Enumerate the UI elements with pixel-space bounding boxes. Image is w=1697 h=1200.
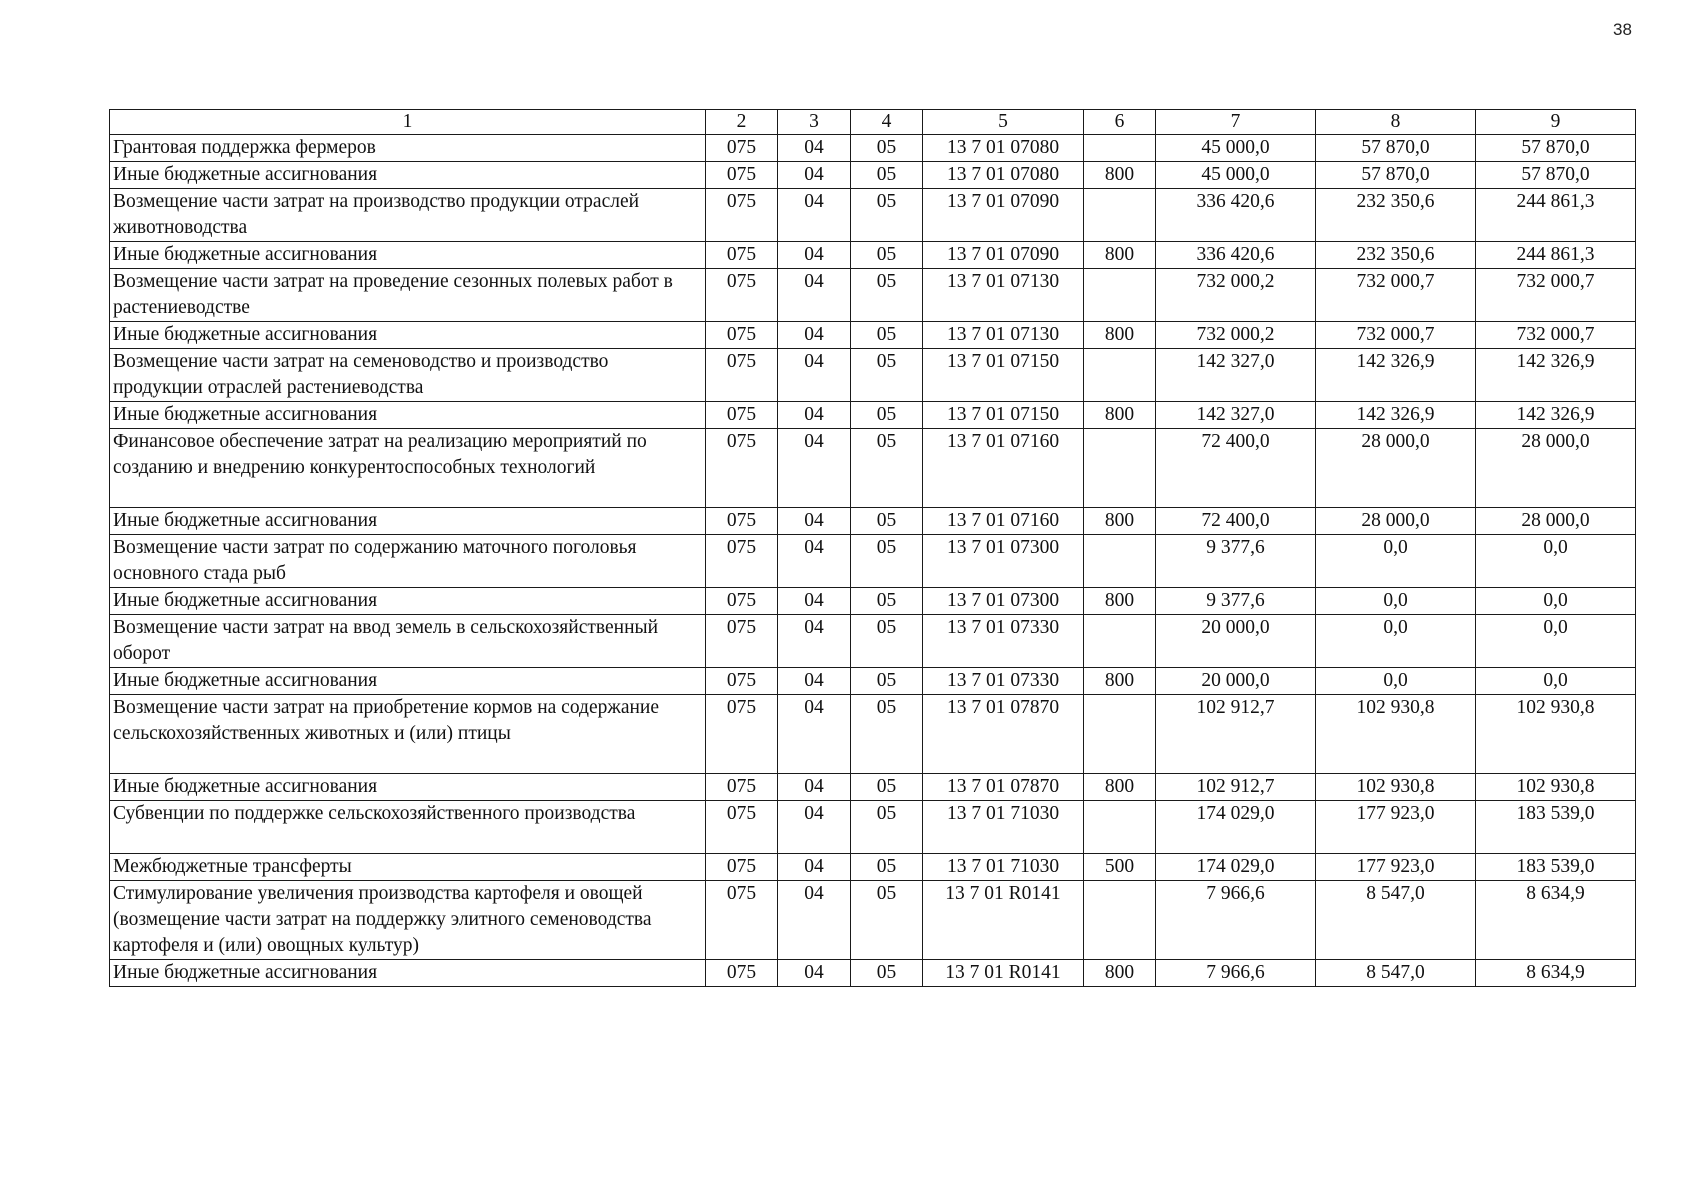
- amount-col8-cell: 0,0: [1316, 668, 1476, 695]
- amount-col7-cell: 174 029,0: [1156, 801, 1316, 854]
- target-article-cell: 13 7 01 07300: [923, 535, 1084, 588]
- section-code-cell: 04: [778, 588, 851, 615]
- amount-col9-cell: 8 634,9: [1476, 960, 1636, 987]
- expense-type-cell: [1084, 269, 1156, 322]
- row-name-cell: Возмещение части затрат на производство продукции отраслей животноводства: [110, 189, 706, 242]
- section-code-cell: 04: [778, 135, 851, 162]
- subsection-code-cell: 05: [851, 960, 923, 987]
- amount-col9-cell: 8 634,9: [1476, 881, 1636, 960]
- subsection-code-cell: 05: [851, 269, 923, 322]
- table-row: [110, 162, 1636, 189]
- expense-type-cell: [1084, 349, 1156, 402]
- table-row: [110, 881, 1636, 960]
- amount-col8-cell: 177 923,0: [1316, 854, 1476, 881]
- row-name-cell: Субвенции по поддержке сельскохозяйственного производства: [110, 801, 706, 854]
- amount-col9-cell: 28 000,0: [1476, 508, 1636, 535]
- amount-col7-cell: 72 400,0: [1156, 508, 1316, 535]
- amount-col9-cell: 102 930,8: [1476, 774, 1636, 801]
- amount-col8-cell: 0,0: [1316, 588, 1476, 615]
- row-name-cell: Иные бюджетные ассигнования: [110, 402, 706, 429]
- section-code-cell: 04: [778, 535, 851, 588]
- amount-col7-cell: 102 912,7: [1156, 695, 1316, 774]
- amount-col7-cell: 336 420,6: [1156, 189, 1316, 242]
- target-article-cell: 13 7 01 07080: [923, 135, 1084, 162]
- row-name-cell: Грантовая поддержка фермеров: [110, 135, 706, 162]
- subsection-code-cell: 05: [851, 801, 923, 854]
- ministry-code-cell: 075: [706, 429, 778, 508]
- table-row: [110, 269, 1636, 322]
- row-name-cell: Иные бюджетные ассигнования: [110, 242, 706, 269]
- amount-col9-cell: 0,0: [1476, 615, 1636, 668]
- expense-type-cell: 800: [1084, 960, 1156, 987]
- amount-col7-cell: 142 327,0: [1156, 402, 1316, 429]
- expense-type-cell: [1084, 535, 1156, 588]
- target-article-cell: 13 7 01 07300: [923, 588, 1084, 615]
- ministry-code-cell: 075: [706, 801, 778, 854]
- target-article-cell: 13 7 01 07090: [923, 189, 1084, 242]
- amount-col8-cell: 57 870,0: [1316, 162, 1476, 189]
- table-row: [110, 508, 1636, 535]
- header-cell: 5: [923, 110, 1084, 135]
- expense-type-cell: 800: [1084, 508, 1156, 535]
- table-row: [110, 801, 1636, 854]
- section-code-cell: 04: [778, 508, 851, 535]
- ministry-code-cell: 075: [706, 269, 778, 322]
- subsection-code-cell: 05: [851, 881, 923, 960]
- amount-col7-cell: 7 966,6: [1156, 881, 1316, 960]
- amount-col8-cell: 142 326,9: [1316, 402, 1476, 429]
- section-code-cell: 04: [778, 269, 851, 322]
- budget-table: [109, 109, 1636, 987]
- section-code-cell: 04: [778, 349, 851, 402]
- section-code-cell: 04: [778, 881, 851, 960]
- amount-col9-cell: 732 000,7: [1476, 322, 1636, 349]
- row-name-cell: Стимулирование увеличения производства картофеля и овощей (возмещение части затрат на поддержку элитного семеноводства картофеля и (или) овощных культур): [110, 881, 706, 960]
- table-row: [110, 189, 1636, 242]
- target-article-cell: 13 7 01 R0141: [923, 960, 1084, 987]
- subsection-code-cell: 05: [851, 402, 923, 429]
- amount-col8-cell: 8 547,0: [1316, 881, 1476, 960]
- section-code-cell: 04: [778, 402, 851, 429]
- section-code-cell: 04: [778, 695, 851, 774]
- header-cell: 6: [1084, 110, 1156, 135]
- header-cell: 2: [706, 110, 778, 135]
- amount-col7-cell: 7 966,6: [1156, 960, 1316, 987]
- header-cell: 4: [851, 110, 923, 135]
- target-article-cell: 13 7 01 71030: [923, 801, 1084, 854]
- table-row: [110, 535, 1636, 588]
- target-article-cell: 13 7 01 07090: [923, 242, 1084, 269]
- amount-col8-cell: 0,0: [1316, 615, 1476, 668]
- amount-col8-cell: 8 547,0: [1316, 960, 1476, 987]
- subsection-code-cell: 05: [851, 695, 923, 774]
- ministry-code-cell: 075: [706, 402, 778, 429]
- amount-col8-cell: 28 000,0: [1316, 508, 1476, 535]
- ministry-code-cell: 075: [706, 162, 778, 189]
- table-row: [110, 349, 1636, 402]
- subsection-code-cell: 05: [851, 535, 923, 588]
- amount-col7-cell: 174 029,0: [1156, 854, 1316, 881]
- amount-col8-cell: 232 350,6: [1316, 242, 1476, 269]
- expense-type-cell: [1084, 189, 1156, 242]
- expense-type-cell: 800: [1084, 162, 1156, 189]
- subsection-code-cell: 05: [851, 588, 923, 615]
- table-row: [110, 774, 1636, 801]
- table-row: [110, 615, 1636, 668]
- subsection-code-cell: 05: [851, 429, 923, 508]
- row-name-cell: Возмещение части затрат на проведение сезонных полевых работ в растениеводстве: [110, 269, 706, 322]
- table-row: [110, 668, 1636, 695]
- row-name-cell: Иные бюджетные ассигнования: [110, 322, 706, 349]
- amount-col9-cell: 57 870,0: [1476, 135, 1636, 162]
- amount-col7-cell: 9 377,6: [1156, 535, 1316, 588]
- expense-type-cell: [1084, 429, 1156, 508]
- target-article-cell: 13 7 01 07330: [923, 615, 1084, 668]
- amount-col7-cell: 336 420,6: [1156, 242, 1316, 269]
- ministry-code-cell: 075: [706, 349, 778, 402]
- section-code-cell: 04: [778, 668, 851, 695]
- row-name-cell: Возмещение части затрат на приобретение кормов на содержание сельскохозяйственных животных и (или) птицы: [110, 695, 706, 774]
- amount-col9-cell: 0,0: [1476, 535, 1636, 588]
- amount-col9-cell: 183 539,0: [1476, 854, 1636, 881]
- amount-col8-cell: 102 930,8: [1316, 695, 1476, 774]
- expense-type-cell: [1084, 695, 1156, 774]
- subsection-code-cell: 05: [851, 854, 923, 881]
- amount-col9-cell: 102 930,8: [1476, 695, 1636, 774]
- amount-col7-cell: 45 000,0: [1156, 135, 1316, 162]
- ministry-code-cell: 075: [706, 774, 778, 801]
- amount-col8-cell: 732 000,7: [1316, 322, 1476, 349]
- table-row: [110, 429, 1636, 508]
- amount-col9-cell: 142 326,9: [1476, 402, 1636, 429]
- target-article-cell: 13 7 01 07870: [923, 774, 1084, 801]
- ministry-code-cell: 075: [706, 615, 778, 668]
- ministry-code-cell: 075: [706, 322, 778, 349]
- amount-col8-cell: 102 930,8: [1316, 774, 1476, 801]
- row-name-cell: Возмещение части затрат на семеноводство и производство продукции отраслей растениеводства: [110, 349, 706, 402]
- section-code-cell: 04: [778, 429, 851, 508]
- page-number: 38: [1613, 20, 1632, 39]
- expense-type-cell: [1084, 801, 1156, 854]
- table-row: [110, 135, 1636, 162]
- row-name-cell: Иные бюджетные ассигнования: [110, 960, 706, 987]
- target-article-cell: 13 7 01 07870: [923, 695, 1084, 774]
- section-code-cell: 04: [778, 615, 851, 668]
- target-article-cell: 13 7 01 71030: [923, 854, 1084, 881]
- target-article-cell: 13 7 01 07330: [923, 668, 1084, 695]
- ministry-code-cell: 075: [706, 135, 778, 162]
- ministry-code-cell: 075: [706, 695, 778, 774]
- amount-col9-cell: 244 861,3: [1476, 189, 1636, 242]
- table-row: [110, 402, 1636, 429]
- amount-col9-cell: 0,0: [1476, 668, 1636, 695]
- section-code-cell: 04: [778, 774, 851, 801]
- row-name-cell: Возмещение части затрат по содержанию маточного поголовья основного стада рыб: [110, 535, 706, 588]
- expense-type-cell: [1084, 881, 1156, 960]
- amount-col7-cell: 20 000,0: [1156, 668, 1316, 695]
- section-code-cell: 04: [778, 189, 851, 242]
- table-body: [110, 135, 1636, 987]
- amount-col8-cell: 0,0: [1316, 535, 1476, 588]
- amount-col9-cell: 732 000,7: [1476, 269, 1636, 322]
- subsection-code-cell: 05: [851, 349, 923, 402]
- ministry-code-cell: 075: [706, 242, 778, 269]
- subsection-code-cell: 05: [851, 774, 923, 801]
- subsection-code-cell: 05: [851, 615, 923, 668]
- table-row: [110, 588, 1636, 615]
- row-name-cell: Иные бюджетные ассигнования: [110, 508, 706, 535]
- table-row: [110, 854, 1636, 881]
- section-code-cell: 04: [778, 242, 851, 269]
- amount-col8-cell: 28 000,0: [1316, 429, 1476, 508]
- subsection-code-cell: 05: [851, 242, 923, 269]
- amount-col9-cell: 183 539,0: [1476, 801, 1636, 854]
- ministry-code-cell: 075: [706, 508, 778, 535]
- ministry-code-cell: 075: [706, 535, 778, 588]
- section-code-cell: 04: [778, 960, 851, 987]
- amount-col9-cell: 142 326,9: [1476, 349, 1636, 402]
- target-article-cell: 13 7 01 07150: [923, 349, 1084, 402]
- header-cell: 3: [778, 110, 851, 135]
- subsection-code-cell: 05: [851, 508, 923, 535]
- ministry-code-cell: 075: [706, 189, 778, 242]
- ministry-code-cell: 075: [706, 881, 778, 960]
- row-name-cell: Финансовое обеспечение затрат на реализацию мероприятий по созданию и внедрению конкурентоспособных технологий: [110, 429, 706, 508]
- expense-type-cell: 800: [1084, 588, 1156, 615]
- section-code-cell: 04: [778, 801, 851, 854]
- amount-col7-cell: 732 000,2: [1156, 322, 1316, 349]
- table-header-row: [110, 110, 1636, 135]
- subsection-code-cell: 05: [851, 135, 923, 162]
- section-code-cell: 04: [778, 854, 851, 881]
- target-article-cell: 13 7 01 07080: [923, 162, 1084, 189]
- amount-col8-cell: 142 326,9: [1316, 349, 1476, 402]
- header-cell: 7: [1156, 110, 1316, 135]
- amount-col9-cell: 28 000,0: [1476, 429, 1636, 508]
- subsection-code-cell: 05: [851, 322, 923, 349]
- target-article-cell: 13 7 01 07160: [923, 429, 1084, 508]
- amount-col7-cell: 9 377,6: [1156, 588, 1316, 615]
- amount-col7-cell: 102 912,7: [1156, 774, 1316, 801]
- target-article-cell: 13 7 01 07150: [923, 402, 1084, 429]
- row-name-cell: Иные бюджетные ассигнования: [110, 588, 706, 615]
- subsection-code-cell: 05: [851, 668, 923, 695]
- amount-col7-cell: 45 000,0: [1156, 162, 1316, 189]
- ministry-code-cell: 075: [706, 588, 778, 615]
- expense-type-cell: 800: [1084, 774, 1156, 801]
- header-cell: 1: [110, 110, 706, 135]
- amount-col9-cell: 0,0: [1476, 588, 1636, 615]
- amount-col8-cell: 732 000,7: [1316, 269, 1476, 322]
- header-cell: 9: [1476, 110, 1636, 135]
- row-name-cell: Иные бюджетные ассигнования: [110, 668, 706, 695]
- amount-col8-cell: 57 870,0: [1316, 135, 1476, 162]
- expense-type-cell: 800: [1084, 322, 1156, 349]
- section-code-cell: 04: [778, 322, 851, 349]
- ministry-code-cell: 075: [706, 668, 778, 695]
- row-name-cell: Межбюджетные трансферты: [110, 854, 706, 881]
- target-article-cell: 13 7 01 R0141: [923, 881, 1084, 960]
- amount-col7-cell: 72 400,0: [1156, 429, 1316, 508]
- subsection-code-cell: 05: [851, 162, 923, 189]
- row-name-cell: Иные бюджетные ассигнования: [110, 162, 706, 189]
- expense-type-cell: 500: [1084, 854, 1156, 881]
- table-row: [110, 960, 1636, 987]
- expense-type-cell: [1084, 135, 1156, 162]
- expense-type-cell: 800: [1084, 402, 1156, 429]
- amount-col9-cell: 57 870,0: [1476, 162, 1636, 189]
- ministry-code-cell: 075: [706, 960, 778, 987]
- amount-col8-cell: 177 923,0: [1316, 801, 1476, 854]
- target-article-cell: 13 7 01 07160: [923, 508, 1084, 535]
- amount-col7-cell: 142 327,0: [1156, 349, 1316, 402]
- target-article-cell: 13 7 01 07130: [923, 269, 1084, 322]
- section-code-cell: 04: [778, 162, 851, 189]
- ministry-code-cell: 075: [706, 854, 778, 881]
- table-row: [110, 242, 1636, 269]
- expense-type-cell: [1084, 615, 1156, 668]
- expense-type-cell: 800: [1084, 668, 1156, 695]
- amount-col7-cell: 732 000,2: [1156, 269, 1316, 322]
- amount-col7-cell: 20 000,0: [1156, 615, 1316, 668]
- expense-type-cell: 800: [1084, 242, 1156, 269]
- subsection-code-cell: 05: [851, 189, 923, 242]
- row-name-cell: Возмещение части затрат на ввод земель в сельскохозяйственный оборот: [110, 615, 706, 668]
- target-article-cell: 13 7 01 07130: [923, 322, 1084, 349]
- amount-col9-cell: 244 861,3: [1476, 242, 1636, 269]
- row-name-cell: Иные бюджетные ассигнования: [110, 774, 706, 801]
- amount-col8-cell: 232 350,6: [1316, 189, 1476, 242]
- table-row: [110, 695, 1636, 774]
- table-row: [110, 322, 1636, 349]
- header-cell: 8: [1316, 110, 1476, 135]
